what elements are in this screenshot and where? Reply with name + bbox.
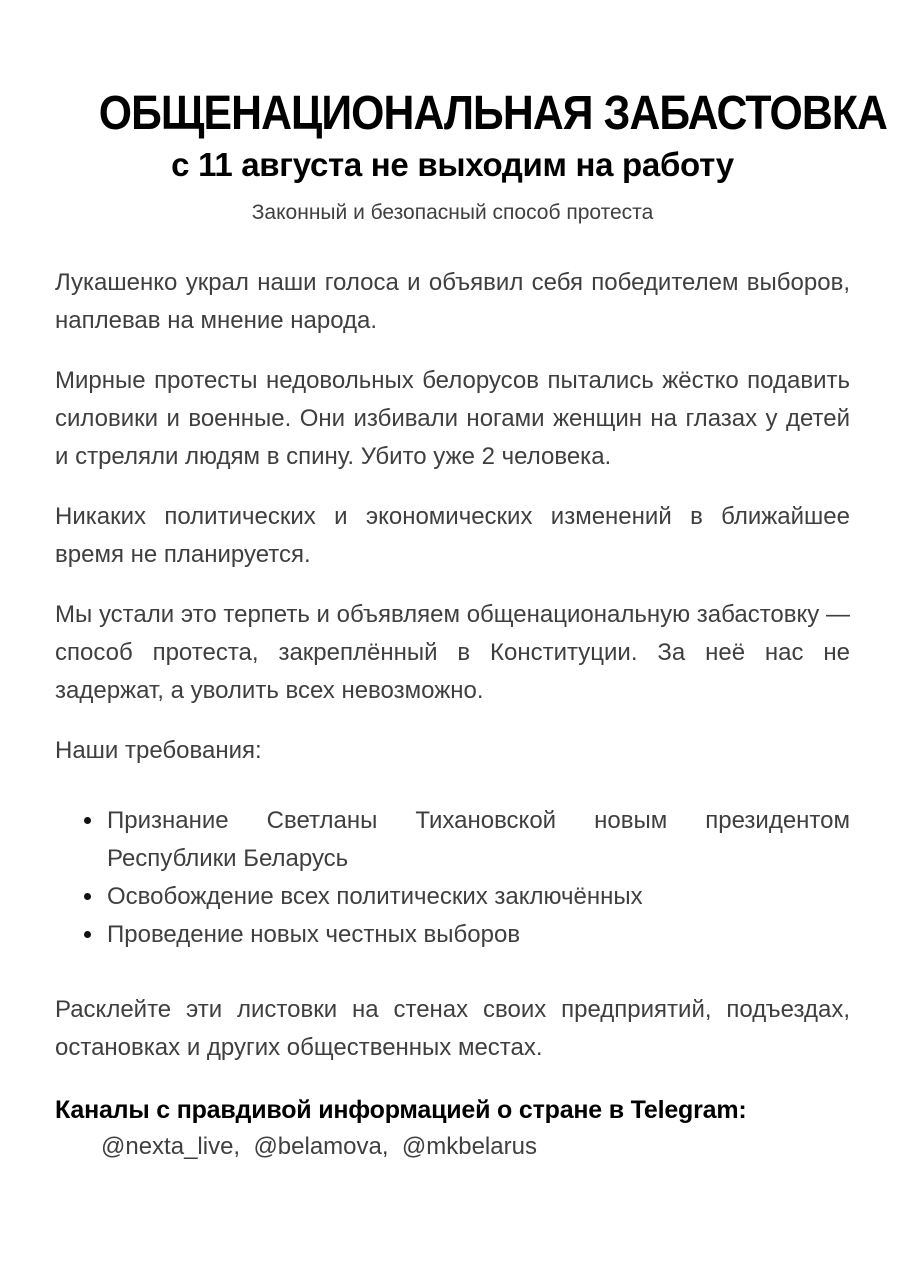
demand-item-recognize-president: • Признание Светланы Тихановской новым президентом Республики Беларусь [105,802,850,878]
paragraph-strike-declaration: Мы устали это терпеть и объявляем общенациональную забастовку — способ протеста, закреплённый в Конституции. За неё нас не задержат, а уволить всех невозможно. [55,600,850,704]
leaflet-tagline: Законный и безопасный способ протеста [251,200,654,224]
demand-item-new-elections: • Проведение новых честных выборов [105,916,850,954]
demands-list [55,802,850,954]
leaflet-title: ОБЩЕНАЦИОНАЛЬНАЯ ЗАБАСТОВКА [98,87,887,140]
leaflet-header [55,87,887,224]
paragraph-no-changes-planned: Никаких политических и экономических изменений в ближайшее время не планируется. [55,502,850,568]
paragraph-protest-crackdown: Мирные протесты недовольных белорусов пытались жёстко подавить силовики и военные. Они избивали ногами женщин на глазах у детей и стреляли людям в спину. Убито уже 2 человека. [55,366,850,470]
paragraph-spread-leaflets: Расклейте эти листовки на стенах своих предприятий, подъездах, остановках и других общественных местах. [55,995,850,1061]
leaflet-body [55,264,850,1165]
paragraph-votes-stolen: Лукашенко украл наши голоса и объявил себя победителем выборов, наплевав на мнение народа. [55,268,850,334]
demands-heading: Наши требования: [55,736,262,764]
telegram-channels-heading: Каналы с правдивой информацией о стране в Telegram: [55,1095,747,1124]
leaflet-subtitle: с 11 августа не выходим на работу [171,146,734,183]
telegram-handles: @nexta_live, @belamova, @mkbelarus [101,1132,537,1160]
demand-item-free-prisoners: • Освобождение всех политических заключённых [105,878,850,916]
